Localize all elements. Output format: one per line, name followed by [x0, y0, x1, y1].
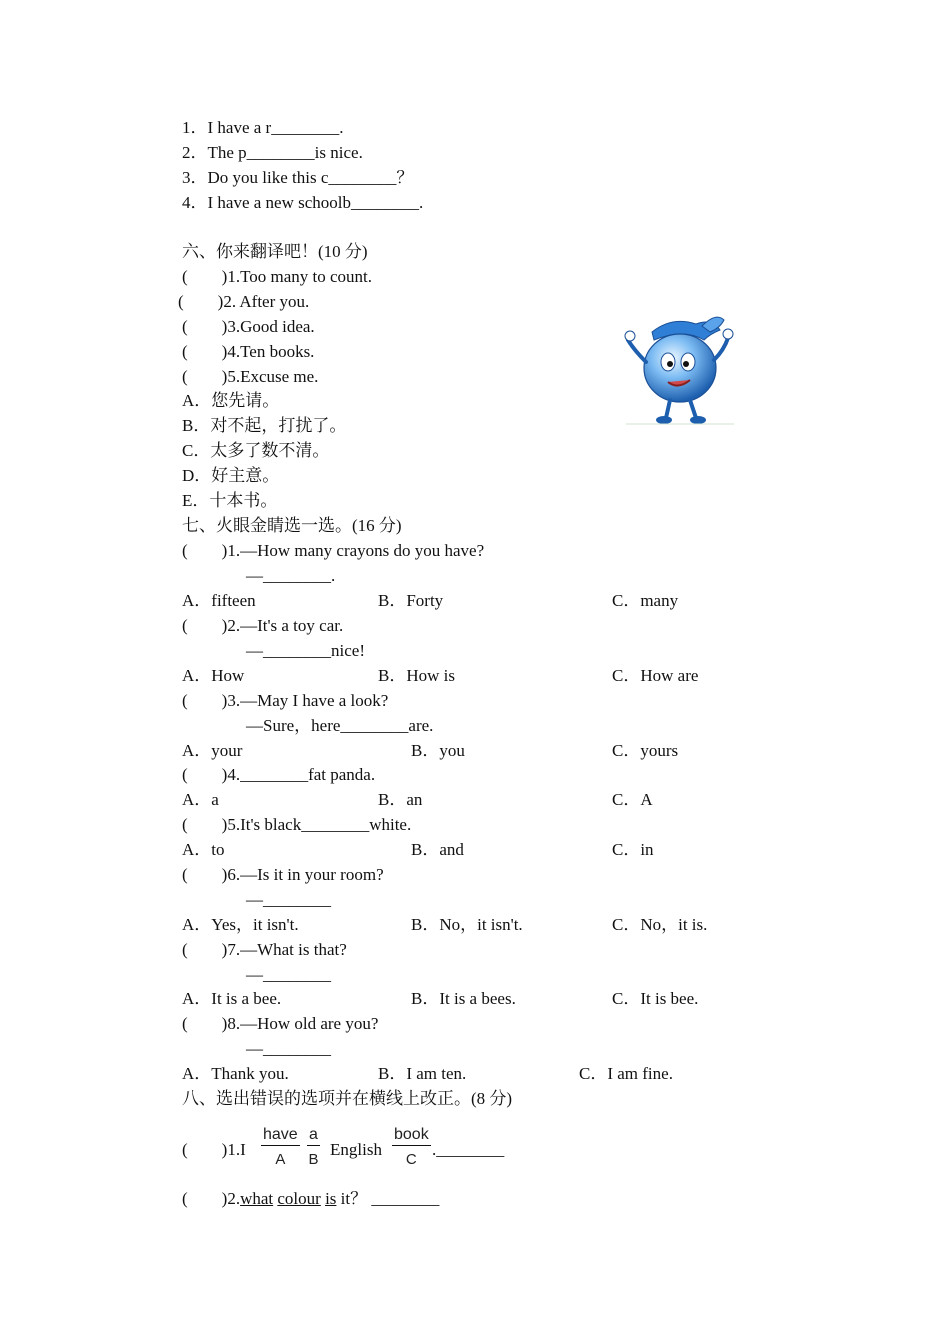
section7-q6: ( )6.—Is it in your room? [182, 865, 384, 884]
fill-blank-2: 2．The p________is nice. [182, 143, 363, 162]
underlined-what: what [240, 1189, 274, 1208]
section7-q7-answer-line: —________ [246, 965, 331, 984]
section7-q6-option-c: C．No，it is. [612, 915, 708, 934]
section7-q6-option-a: A．Yes，it isn't. [182, 915, 299, 934]
word-have: have [263, 1126, 298, 1143]
letter-a: A [275, 1151, 286, 1168]
section7-q1-option-c: C．many [612, 591, 679, 610]
section7-q1-option-b: B．Forty [378, 591, 444, 610]
section7-q6-option-b: B．No，it isn't. [411, 915, 523, 934]
letter-c: C [405, 1151, 417, 1168]
section7-q4: ( )4.________fat panda. [182, 765, 376, 784]
section6-answer-c: C．太多了数不清。 [182, 441, 330, 460]
section7-q3-option-c: C．yours [612, 741, 679, 760]
section7-q4-option-b: B．an [378, 790, 423, 809]
section7-q2-option-c: C．How are [612, 666, 699, 685]
underlined-is: is [325, 1189, 337, 1208]
word-book: book [394, 1126, 429, 1143]
section6-question-4: ( )4.Ten books. [182, 342, 315, 361]
section7-q1-option-a: A．fifteen [182, 591, 256, 610]
section7-q8-option-b: B．I am ten. [378, 1064, 467, 1083]
section6-question-2: ( )2. After you. [178, 292, 310, 311]
section7-q3-answer-line: —Sure，here________are. [246, 716, 434, 735]
section8-q2-prefix: ( )2. [182, 1189, 241, 1208]
section8-title: 八、选出错误的选项并在横线上改正。(8 分) [182, 1089, 513, 1108]
divider-bar [261, 1145, 300, 1146]
section8-q2 [182, 1188, 439, 1210]
section6-question-5: ( )5.Excuse me. [182, 367, 319, 386]
fill-blank-1: 1．I have a r________. [182, 118, 344, 137]
section7-q1-answer-line: —________. [246, 566, 336, 585]
section6-question-1: ( )1.Too many to count. [182, 267, 373, 286]
section7-q5-option-a: A．to [182, 840, 225, 859]
divider-bar [392, 1145, 431, 1146]
section8-q1-word-book [392, 1125, 431, 1170]
section7-q7: ( )7.—What is that? [182, 940, 347, 959]
section7-q7-option-c: C．It is bee. [612, 989, 699, 1008]
section7-q2-answer-line: —________nice! [246, 641, 365, 660]
section7-q8-answer-line: —________ [246, 1039, 331, 1058]
section7-title: 七、火眼金睛选一选。(16 分) [182, 516, 402, 535]
section7-q5-option-b: B．and [411, 840, 464, 859]
section6-question-3: ( )3.Good idea. [182, 317, 315, 336]
section7-q8-option-a: A．Thank you. [182, 1064, 289, 1083]
section6-title: 六、你来翻译吧！(10 分) [182, 242, 368, 261]
fill-blank-4: 4．I have a new schoolb________. [182, 193, 424, 212]
section8-q1-word-a [307, 1125, 320, 1170]
section7-q4-option-c: C．A [612, 790, 653, 809]
section7-q3-option-a: A．your [182, 741, 243, 760]
section8-q1-word-english: English [330, 1140, 382, 1159]
section8-q1-word-have [261, 1125, 300, 1170]
section7-q2: ( )2.—It's a toy car. [182, 616, 344, 635]
divider-bar [307, 1145, 320, 1146]
section8-q1-prefix: ( )1.I [182, 1140, 246, 1159]
underlined-colour: colour [277, 1189, 321, 1208]
section8-q2-suffix: it？ ________ [340, 1189, 440, 1208]
word-a: a [309, 1126, 318, 1143]
fill-blank-3: 3．Do you like this c________？ [182, 168, 414, 187]
section7-q3-option-b: B．you [411, 741, 465, 760]
section7-q1: ( )1.—How many crayons do you have? [182, 541, 485, 560]
section7-q7-option-a: A．It is a bee. [182, 989, 282, 1008]
section7-q2-option-b: B．How is [378, 666, 455, 685]
section6-answer-d: D．好主意。 [182, 466, 280, 485]
section7-q7-option-b: B．It is a bees. [411, 989, 516, 1008]
water-drop-mascot-image [624, 310, 736, 426]
section7-q3: ( )3.—May I have a look? [182, 691, 389, 710]
section8-q1-suffix: .________ [432, 1140, 505, 1159]
section6-answer-e: E．十本书。 [182, 491, 278, 510]
section7-q6-answer-line: —________ [246, 890, 331, 909]
section7-q5-option-c: C．in [612, 840, 654, 859]
section7-q2-option-a: A．How [182, 666, 245, 685]
section6-answer-b: B．对不起，打扰了。 [182, 416, 347, 435]
letter-b: B [308, 1151, 319, 1168]
section7-q4-option-a: A．a [182, 790, 219, 809]
section7-q8-option-c: C．I am fine. [579, 1064, 673, 1083]
section6-answer-a: A．您先请。 [182, 391, 280, 410]
section7-q5: ( )5.It's black________white. [182, 815, 412, 834]
section7-q8: ( )8.—How old are you? [182, 1014, 379, 1033]
